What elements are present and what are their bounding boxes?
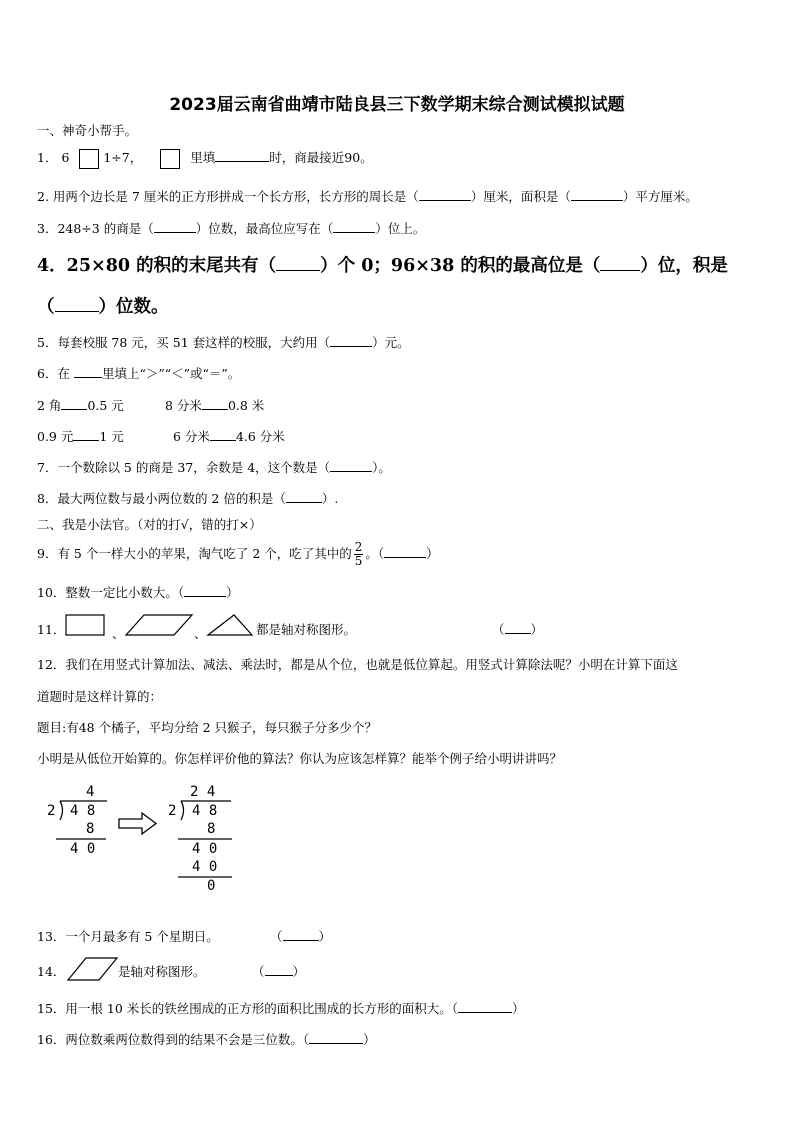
- q10-judge-blank[interactable]: [184, 596, 226, 597]
- section-2-heading: 二、我是小法官。（对的打√，错的打×）: [37, 517, 262, 532]
- q14-text: 是轴对称图形。: [118, 964, 206, 979]
- q3-place-blank[interactable]: [333, 232, 375, 233]
- q2-area-blank[interactable]: [571, 200, 623, 201]
- q11-paren-open: （: [492, 622, 505, 637]
- right-subtract-line-2: [178, 876, 234, 880]
- question-7: [37, 458, 391, 476]
- q4-zeros-blank[interactable]: [276, 270, 320, 271]
- q6-r2-blank-1[interactable]: [73, 440, 99, 441]
- q15-text-b: ）: [512, 1001, 525, 1016]
- q6-r1d: 0.8 米: [227, 398, 265, 413]
- q6-example-blank: [74, 377, 102, 378]
- q5-text-b: ）元。: [372, 335, 410, 350]
- q6-r1-blank-2[interactable]: [202, 409, 228, 410]
- q7-answer-blank[interactable]: [330, 471, 372, 472]
- q11-paren: [492, 620, 543, 638]
- q3-text-c: ）位上。: [375, 221, 426, 236]
- q1-digit: 6: [61, 150, 70, 165]
- q2-text-c: ）平方厘米。: [622, 189, 698, 204]
- q9-text-c: ）: [426, 546, 439, 561]
- q1-answer-blank[interactable]: [215, 161, 269, 162]
- question-16: [37, 1030, 376, 1048]
- q2-text-b: ）厘米，面积是（: [470, 189, 571, 204]
- right-subtract-1: 8: [207, 821, 216, 837]
- q11-separator-2: 、: [194, 626, 207, 641]
- q16-judge-blank[interactable]: [309, 1043, 363, 1044]
- q11-paren-close: ）: [530, 622, 544, 637]
- q12-line-4: 小明是从低位开始算的。你怎样评价他的算法？你认为应该怎样算？能举个例子给小明讲讲吗？: [37, 751, 563, 766]
- q9-judge-blank[interactable]: [384, 557, 426, 558]
- question-5: [37, 333, 410, 351]
- q2-perimeter-blank[interactable]: [419, 200, 471, 201]
- q14-parallelogram-shape: [66, 955, 120, 983]
- question-1: [37, 148, 373, 169]
- q14-number: 14．: [37, 964, 66, 979]
- question-15: [37, 999, 525, 1017]
- right-remainder-2: 0: [207, 878, 216, 894]
- q13-paren-open: （: [270, 929, 283, 944]
- q4-text-d: （: [37, 297, 55, 317]
- q4-text-a: 4．25×80 的积的末尾共有（: [37, 256, 277, 276]
- q3-text-b: ）位数，最高位应写在（: [195, 221, 334, 236]
- question-4-cont: [37, 293, 169, 318]
- left-subtract: 8: [86, 821, 95, 837]
- q6-row-1-b: [165, 396, 264, 414]
- right-divisor: 2: [168, 803, 177, 819]
- q6-r1-right: 0.5 元: [87, 398, 124, 413]
- q14-paren-close: ）: [292, 964, 306, 979]
- page-title: 2023届云南省曲靖市陆良县三下数学期末综合测试模拟试题: [169, 95, 625, 115]
- q11-text: 都是轴对称图形。: [256, 622, 357, 637]
- left-quotient: 4: [86, 784, 95, 800]
- q4-text-b: ）个 0；96×38 的积的最高位是（: [320, 256, 601, 276]
- q6-r2c: 6 分米: [173, 429, 210, 444]
- question-9: [37, 541, 439, 568]
- q12-line-3: 题目:有48 个橘子，平均分给 2 只猴子，每只猴子分多少个？: [37, 720, 377, 735]
- q6-r2d: 4.6 分米: [235, 429, 285, 444]
- transform-arrow-icon: [118, 812, 160, 836]
- q2-text-a: 2. 用两个边长是 7 厘米的正方形拼成一个长方形，长方形的周长是（: [37, 189, 419, 204]
- q4-text-c: ）位，积是: [640, 256, 728, 276]
- q6-r2-left: 0.9 元: [37, 429, 74, 444]
- q8-answer-blank[interactable]: [286, 502, 322, 503]
- q15-text-a: 15．用一根 10 米长的铁丝围成的正方形的面积比围成的长方形的面积大。（: [37, 1001, 459, 1016]
- q8-text-a: 8．最大两位数与最小两位数的 2 倍的积是（: [37, 491, 286, 506]
- q12-line-1: 12．我们在用竖式计算加法、减法、乘法时，都是从个位，也就是低位算起。用竖式计算除法呢？小明在计算下面这: [37, 657, 678, 672]
- right-remainder-1: 4 0: [192, 841, 218, 857]
- q1-text-end: 时，商最接近90。: [269, 150, 373, 165]
- q13-judge-blank[interactable]: [283, 940, 319, 941]
- q14-paren-open: （: [252, 964, 265, 979]
- q11-judge-blank[interactable]: [505, 633, 531, 634]
- question-4: [37, 252, 728, 277]
- question-3: [37, 219, 425, 237]
- q1-number: 1．: [37, 150, 58, 165]
- q4-digit-count-blank[interactable]: [55, 311, 99, 312]
- q6-r2-blank-2[interactable]: [210, 440, 236, 441]
- q6-text-b: 里填上“＞”“＜”或“＝”。: [101, 366, 241, 381]
- q13-paren: [270, 927, 331, 945]
- q7-text-a: 7．一个数除以 5 的商是 37，余数是 4，这个数是（: [37, 460, 331, 475]
- question-8: [37, 489, 338, 507]
- q4-highest-place-blank[interactable]: [600, 270, 640, 271]
- q9-fraction-numerator: 2: [354, 540, 363, 554]
- q6-row-2-b: [173, 427, 285, 445]
- q9-fraction-denominator: 5: [354, 554, 363, 568]
- q6-r1c: 8 分米: [165, 398, 202, 413]
- q7-text-b: ）。: [372, 460, 391, 475]
- q11-triangle-shape: [206, 612, 254, 638]
- q3-text-a: 3．248÷3 的商是（: [37, 221, 154, 236]
- q16-text-a: 16．两位数乘两位数得到的结果不会是三位数。（: [37, 1032, 310, 1047]
- q11-number: 11．: [37, 622, 66, 637]
- q15-judge-blank[interactable]: [458, 1012, 512, 1013]
- question-13: 13．一个月最多有 5 个星期日。: [37, 929, 219, 944]
- q1-expr: 1÷7，: [103, 150, 143, 165]
- q6-r2-right: 1 元: [99, 429, 124, 444]
- left-divisor: 2: [47, 803, 56, 819]
- q6-r1-blank-1[interactable]: [61, 409, 87, 410]
- q5-answer-blank[interactable]: [330, 346, 372, 347]
- q16-text-b: ）: [363, 1032, 376, 1047]
- q4-text-e: ）位数。: [98, 297, 169, 317]
- q5-text-a: 5．每套校服 78 元，买 51 套这样的校服，大约用（: [37, 335, 331, 350]
- q9-fraction: [354, 541, 364, 568]
- q11-parallelogram-shape: [124, 612, 196, 638]
- question-6: [37, 364, 240, 382]
- q14-judge-blank[interactable]: [265, 975, 293, 976]
- q10-text-b: ）: [226, 585, 239, 600]
- q12-line-2: 道题时是这样计算的：: [37, 689, 163, 704]
- question-10: [37, 583, 239, 601]
- q8-text-b: ）.: [321, 491, 339, 506]
- question-2: [37, 187, 698, 205]
- q9-text-a: 9．有 5 个一样大小的苹果，淘气吃了 2 个，吃了其中的: [37, 546, 352, 561]
- q1-box-2[interactable]: [160, 149, 180, 169]
- right-subtract-2: 4 0: [192, 859, 218, 875]
- right-quotient: 2 4: [190, 784, 216, 800]
- q6-text-a: 6．在: [37, 366, 70, 381]
- q11-separator-1: 、: [112, 626, 125, 641]
- q6-row-2: [37, 427, 124, 445]
- q11-rectangle-shape: [64, 612, 108, 638]
- q3-digits-blank[interactable]: [154, 232, 196, 233]
- q6-r1-left: 2 角: [37, 398, 62, 413]
- q10-text-a: 10．整数一定比小数大。（: [37, 585, 185, 600]
- left-dividend: 4 8: [70, 803, 96, 819]
- left-remainder: 4 0: [70, 841, 96, 857]
- q1-text-fill: 里填: [190, 150, 216, 165]
- q14-paren: [252, 962, 305, 980]
- q9-text-b: 。（: [365, 546, 385, 561]
- q1-box-1[interactable]: [79, 149, 99, 169]
- q6-row-1: [37, 396, 124, 414]
- q13-paren-close: ）: [318, 929, 332, 944]
- right-dividend: 4 8: [192, 803, 218, 819]
- section-1-heading: 一、神奇小帮手。: [37, 123, 138, 138]
